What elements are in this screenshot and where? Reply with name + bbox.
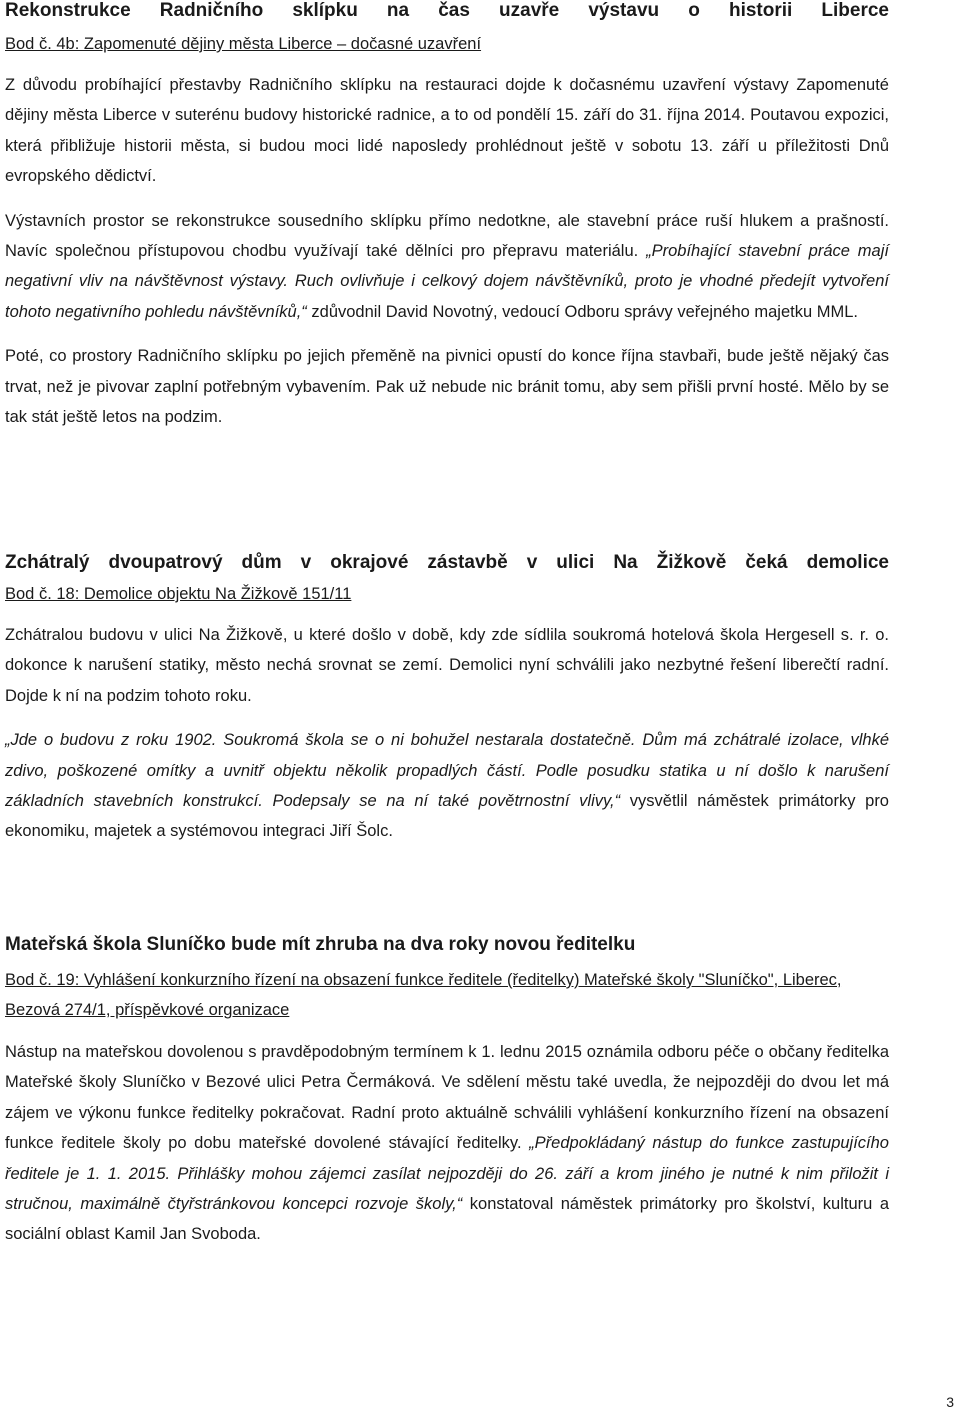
body-text: Poté, co prostory Radničního sklípku po jejich přeměně na pivnici opustí do konce října stavbaři, bude ještě nějaký čas trvat, než je pivovar zaplní potřebným vybavením. Pak už nebude nic bránit tomu, aby sem přišli první hosté. Mělo by se tak stát ještě letos na podzim.	[5, 347, 889, 427]
article-2-paragraph-2	[5, 725, 889, 847]
article-2	[5, 552, 889, 847]
article-2-title: Zchátralý dvoupatrový dům v okrajové zástavbě v ulici Na Žižkově čeká demolice	[5, 552, 889, 573]
page-number: 3	[946, 1394, 954, 1410]
article-3-title: Mateřská škola Sluníčko bude mít zhruba na dva roky novou ředitelku	[5, 934, 636, 955]
body-text: Výstavních prostor se rekonstrukce sousedního sklípku přímo nedotkne, ale stavební práce ruší hlukem a prašností. Navíc společnou přístupovou chodbu využívají také dělníci pro přepravu materiálu.	[5, 211, 889, 261]
article-3	[5, 934, 889, 1250]
article-1-paragraph-1	[5, 70, 889, 192]
article-1-title: Rekonstrukce Radničního sklípku na čas uzavře výstavu o historii Liberce	[5, 0, 889, 21]
article-1-paragraph-3	[5, 341, 889, 432]
article-3-paragraph-1	[5, 1037, 889, 1250]
body-text: Z důvodu probíhající přestavby Radničního sklípku na restauraci dojde k dočasnému uzavření výstavy Zapomenuté dějiny města Liberce v suterénu budovy historické radnice, a to od pondělí 15. září do 31. října 2014. Poutavou expozici, která přibližuje historii města, si budou moci lidé naposledy prohlédnout ještě v sobotu 13. září u příležitosti Dnů evropského dědictví.	[5, 76, 889, 186]
body-text: Zchátralou budovu v ulici Na Žižkově, u které došlo v době, kdy zde sídlila soukromá hotelová škola Hergesell s. r. o. dokonce k narušení statiky, město nechá srovnat se zemí. Demolici nyní schválili jako nezbytné řešení liberečtí radní. Dojde k ní na podzim tohoto roku.	[5, 626, 889, 705]
article-2-bod: Bod č. 18: Demolice objektu Na Žižkově 151/11	[5, 585, 352, 603]
article-2-paragraph-1	[5, 620, 889, 711]
quote-text: „Probíhající stavební práce mají negativní vliv na návštěvnost výstavy. Ruch ovlivňuje i celkový dojem návštěvníků, proto je vhodné předejít vytvoření tohoto negativního pohledu návštěvníků,“	[5, 242, 889, 321]
article-1-bod: Bod č. 4b: Zapomenuté dějiny města Liberce – dočasné uzavření	[5, 35, 482, 53]
body-text: vysvětlil náměstek primátorky pro ekonomiku, majetek a systémovou integraci Jiří Šolc.	[5, 792, 889, 841]
article-1-paragraph-2	[5, 206, 889, 328]
body-text: Nástup na mateřskou dovolenou s pravděpodobným termínem k 1. lednu 2015 oznámila odboru péče o občany ředitelka Mateřské školy Sluníčko v Bezové ulici Petra Čermáková. Ve sdělení městu také uvedla, že nejpozději do dvou let má zájem ve výkonu funkce ředitelky pokračovat. Radní proto aktuálně schválili vyhlášení konkurzního řízení na obsazení funkce ředitele školy po dobu mateřské dovolené stávající ředitelky.	[5, 1043, 889, 1153]
article-1	[5, 0, 889, 432]
body-text: konstatoval náměstek primátorky pro školství, kulturu a sociální oblast Kamil Jan Svoboda.	[5, 1195, 890, 1244]
quote-text: „Jde o budovu z roku 1902. Soukromá škola se o ni bohužel nestarala dostatečně. Dům má zchátralé izolace, vlhké zdivo, poškozené omítky a uvnitř objektu několik propadlých částí. Podle posudku statika u ní došlo k narušení základních stavebních konstrukcí. Podepsaly se na ní také povětrnostní vlivy,“	[5, 731, 889, 811]
body-text: zdůvodnil David Novotný, vedoucí Odboru správy veřejného majetku MML.	[306, 302, 858, 321]
article-3-bod: Bod č. 19: Vyhlášení konkurzního řízení na obsazení funkce ředitele (ředitelky) Mateřské školy "Sluníčko", Liberec, Bezová 274/1, příspěvkové organizace	[5, 971, 842, 1019]
quote-text: „Předpokládaný nástup do funkce zastupujícího ředitele je 1. 1. 2015. Přihlášky mohou zájemci zasílat nejpozději do 26. září a krom jiného je nutné k nim přiložit i stručnou, maximálně čtyřstránkovou koncepci rozvoje školy,“	[5, 1134, 889, 1214]
